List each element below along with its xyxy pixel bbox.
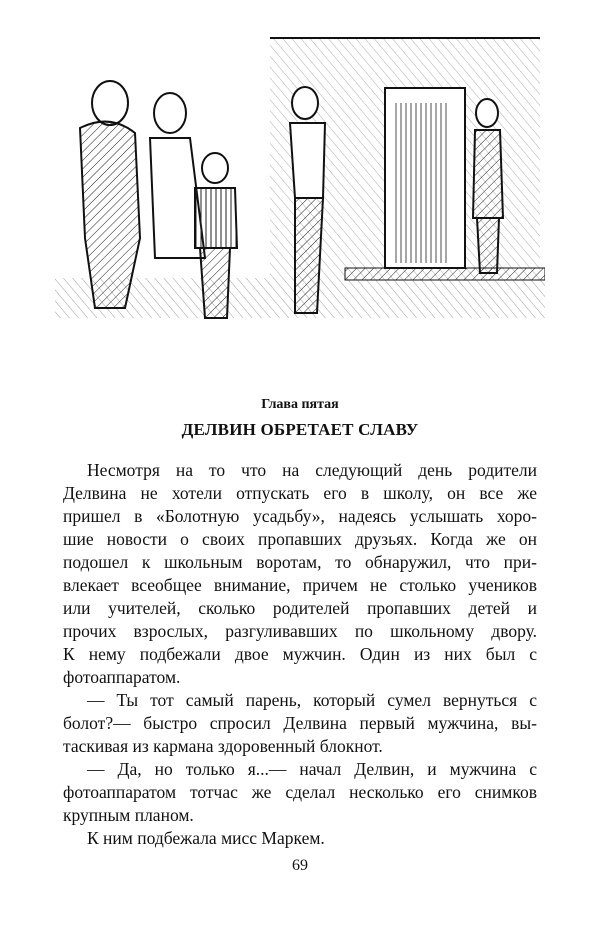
chapter-label: Глава пятая [261, 397, 339, 412]
text-line: — Да, но только я...— начал Делвин, и мужчина с [87, 759, 537, 779]
text-line: шие новости о своих пропавших друзьях. Когда же он [63, 529, 537, 549]
chapter-illustration [55, 18, 545, 333]
text-line: — Ты тот самый парень, который сумел вернуться с [87, 690, 537, 710]
text-line: влекает всеобщее внимание, причем не столько учеников [63, 575, 537, 595]
text-line: Несмотря на то что на следующий день родители [87, 460, 537, 480]
page-number: 69 [292, 857, 308, 874]
text-line: прочих взрослых, разгуливавших по школьному двору. [63, 621, 537, 641]
text-line: крупным планом. [63, 805, 194, 825]
text-line: таскивая из кармана здоровенный блокнот. [63, 736, 383, 756]
text-line: пришел в «Болотную усадьбу», надеясь услышать хоро- [63, 506, 537, 526]
text-line: или учителей, сколько родителей пропавших детей и [63, 598, 537, 618]
text-line: подошел к школьным воротам, то обнаружил, что при- [63, 552, 537, 572]
text-line: фотоаппаратом тотчас же сделал несколько его снимков [63, 782, 537, 802]
text-line: К ним подбежала мисс Маркем. [87, 828, 325, 848]
text-line: болот?— быстро спросил Делвина первый мужчина, вы- [63, 713, 537, 733]
text-line: Делвина не хотели отпускать его в школу, он все же [63, 483, 537, 503]
body-text [63, 459, 537, 850]
chapter-title: ДЕЛВИН ОБРЕТАЕТ СЛАВУ [181, 420, 419, 439]
text-line: К нему подбежали двое мужчин. Один из них был с [63, 644, 537, 664]
text-line: фотоаппаратом. [63, 667, 181, 687]
